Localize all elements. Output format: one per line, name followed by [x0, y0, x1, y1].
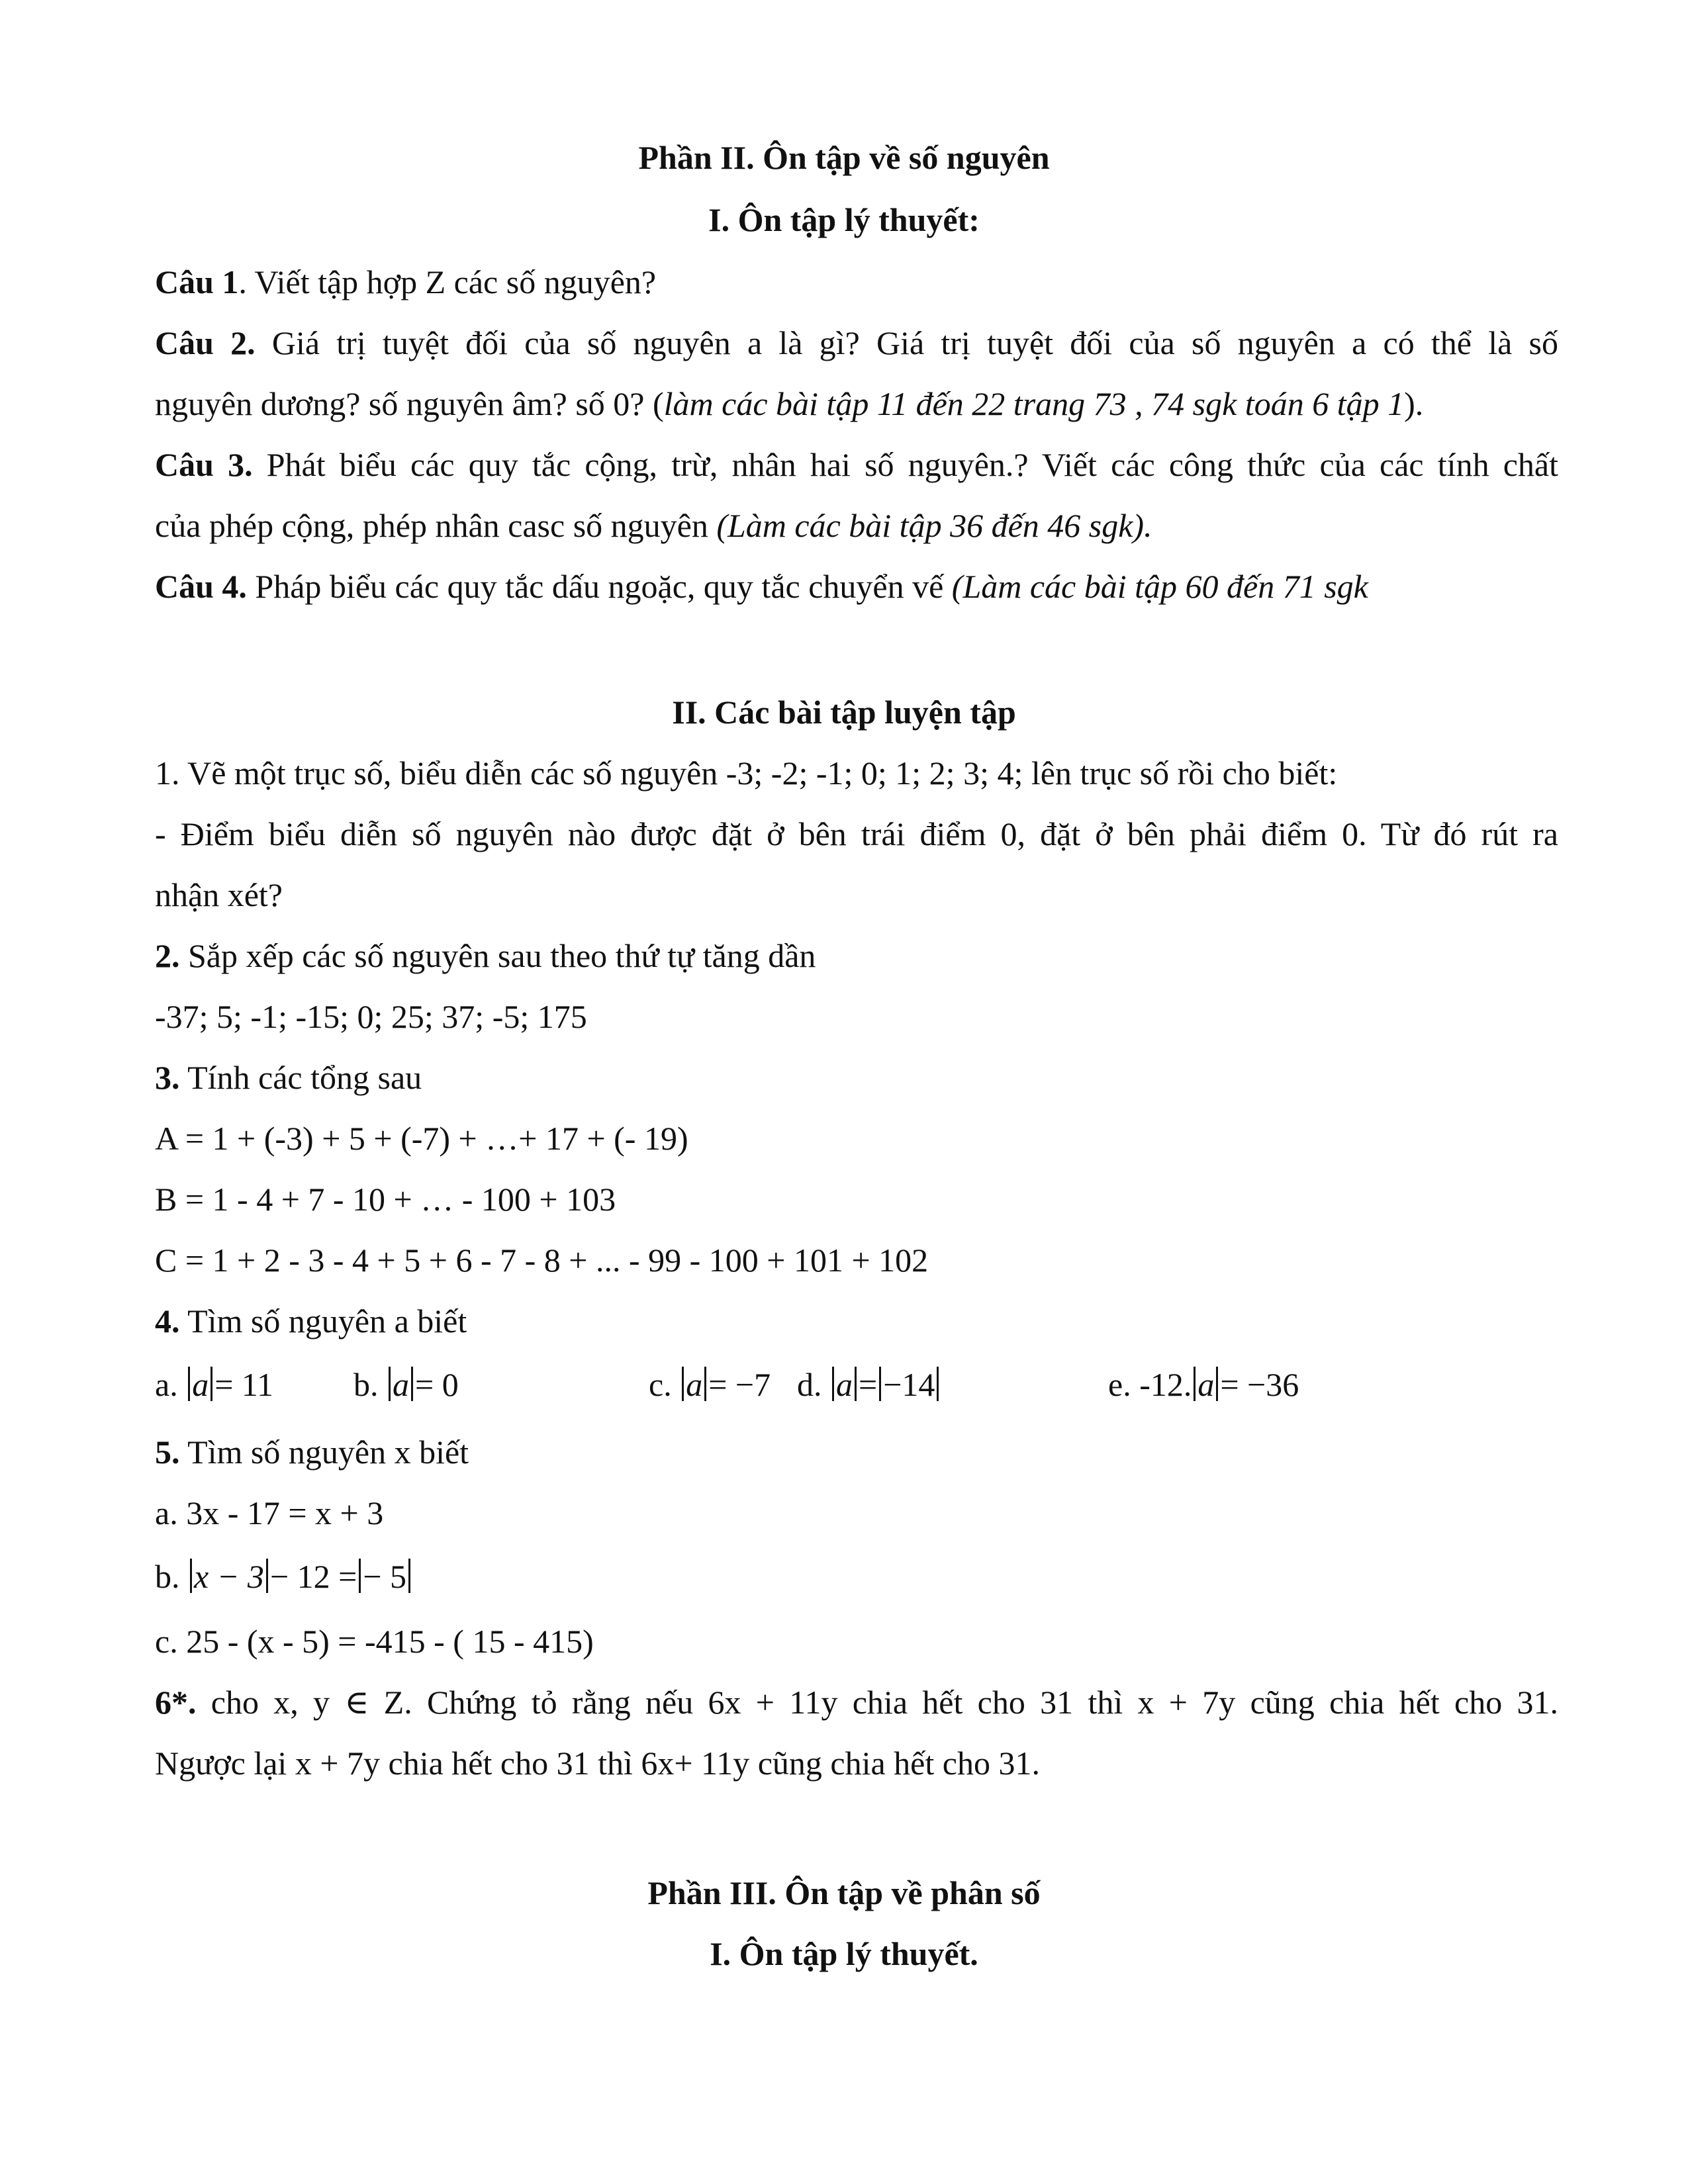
- exercise-6-text: cho x, y ∈ Z. Chứng tỏ rằng nếu 6x + 11y chia hết cho 31 thì x + 7y cũng chia hết cho 31.: [196, 1684, 1558, 1721]
- exercise-6-line-1: [155, 1682, 1558, 1722]
- exercise-1-line-3: nhận xét?: [155, 876, 283, 913]
- question-2-line-1: [155, 323, 1558, 363]
- part-a-expr: = 11: [214, 1366, 274, 1403]
- exercise-4-part-e: [1108, 1365, 1299, 1404]
- part-b-label: b.: [155, 1558, 180, 1595]
- question-3-reference: (Làm các bài tập 36 đến 46 sgk).: [716, 507, 1152, 544]
- question-2-text-cont: nguyên dương? số nguyên âm? số 0? (: [155, 385, 664, 422]
- exercise-3-number: 3.: [155, 1059, 180, 1096]
- question-4: [155, 567, 1558, 606]
- part-b-label: b.: [353, 1366, 379, 1403]
- exercise-2-text: Sắp xếp các số nguyên sau theo thứ tự tăng dần: [179, 937, 816, 974]
- exercise-2: [155, 936, 1558, 976]
- var-a: a: [1197, 1366, 1215, 1403]
- question-3-line-2: [155, 506, 1558, 545]
- exercise-4-part-b: [353, 1365, 459, 1404]
- part-c-label: c.: [649, 1366, 672, 1403]
- var-a: a: [192, 1366, 209, 1403]
- part-b-middle: − 12 =: [269, 1558, 357, 1595]
- exercise-5-part-c: c. 25 - (x - 5) = -415 - ( 15 - 415): [155, 1623, 594, 1660]
- part-c-expr: = −7: [708, 1366, 771, 1403]
- exercise-5-part-b: [155, 1557, 1558, 1596]
- question-1: [155, 262, 1558, 302]
- exercise-4-number: 4.: [155, 1302, 180, 1340]
- part-d-label: d.: [797, 1366, 822, 1403]
- exercise-4-part-c: [649, 1365, 771, 1404]
- part-b-abs-inner-2: − 5: [363, 1558, 407, 1595]
- exercise-5-part-a: a. 3x - 17 = x + 3: [155, 1494, 384, 1531]
- exercise-5: [155, 1432, 1558, 1472]
- exercise-1-line-1: 1. Vẽ một trục số, biểu diễn các số nguyên -3; -2; -1; 0; 1; 2; 3; 4; lên trục số rồi cho biết:: [155, 754, 1338, 792]
- exercise-4-part-d: [797, 1365, 941, 1404]
- question-2-label: Câu 2.: [155, 324, 256, 361]
- var-a: a: [836, 1366, 853, 1403]
- question-4-text: Pháp biểu các quy tắc dấu ngoặc, quy tắc chuyển vế: [246, 568, 952, 605]
- question-4-reference: (Làm các bài tập 60 đến 71 sgk: [951, 568, 1368, 605]
- var-a: a: [686, 1366, 703, 1403]
- part-d-inner: −14: [883, 1366, 935, 1403]
- question-2-text: Giá trị tuyệt đối của số nguyên a là gì? Giá trị tuyệt đối của số nguyên a có thể là số: [255, 324, 1558, 361]
- question-4-label: Câu 4.: [155, 568, 247, 605]
- part3-theory-title: I. Ôn tập lý thuyết.: [710, 1935, 978, 1972]
- part-a-label: a.: [155, 1366, 178, 1403]
- part2-theory-title: I. Ôn tập lý thuyết:: [708, 201, 980, 238]
- part-e-expr: = −36: [1220, 1366, 1299, 1403]
- exercises-title: II. Các bài tập luyện tập: [672, 694, 1016, 731]
- question-3-line-1: [155, 445, 1558, 484]
- exercise-4-part-a: [155, 1365, 273, 1404]
- exercise-6-line-2: Ngược lại x + 7y chia hết cho 31 thì 6x+ 11y cũng chia hết cho 31.: [155, 1745, 1040, 1782]
- part-b-expr: = 0: [415, 1366, 459, 1403]
- exercise-2-number: 2.: [155, 937, 180, 974]
- exercise-4-text: Tìm số nguyên a biết: [179, 1302, 467, 1340]
- exercise-3: [155, 1058, 1558, 1097]
- exercise-3-sum-c: C = 1 + 2 - 3 - 4 + 5 + 6 - 7 - 8 + ... - 99 - 100 + 101 + 102: [155, 1242, 929, 1279]
- question-3-text: Phát biểu các quy tắc cộng, trừ, nhân hai số nguyên.? Viết các công thức của các tính chất: [252, 446, 1558, 483]
- part-b-abs-inner: x − 3: [194, 1558, 264, 1595]
- question-3-label: Câu 3.: [155, 446, 253, 483]
- exercise-1-line-2: - Điểm biểu diễn số nguyên nào được đặt ở bên trái điểm 0, đặt ở bên phải điểm 0. Từ đó rút ra: [155, 815, 1558, 852]
- question-1-label: Câu 1: [155, 263, 239, 300]
- question-2-reference: làm các bài tập 11 đến 22 trang 73 , 74 sgk toán 6 tập 1: [663, 385, 1405, 422]
- part-e-label: e. -12.: [1108, 1366, 1192, 1403]
- part2-title: Phần II. Ôn tập về số nguyên: [638, 139, 1050, 176]
- question-2-end: ).: [1404, 385, 1424, 422]
- part3-title: Phần III. Ôn tập về phân số: [647, 1874, 1041, 1911]
- exercise-5-text: Tìm số nguyên x biết: [179, 1433, 469, 1471]
- exercise-5-number: 5.: [155, 1433, 180, 1471]
- exercise-2-list: -37; 5; -1; -15; 0; 25; 37; -5; 175: [155, 998, 587, 1035]
- question-2-line-2: [155, 384, 1558, 424]
- part-d-expr: =: [859, 1366, 878, 1403]
- exercise-6-number: 6*.: [155, 1684, 197, 1721]
- question-3-text-cont: của phép cộng, phép nhân casc số nguyên: [155, 507, 717, 544]
- exercise-3-text: Tính các tổng sau: [179, 1059, 422, 1096]
- question-1-text: . Viết tập hợp Z các số nguyên?: [238, 263, 657, 300]
- exercise-3-sum-b: B = 1 - 4 + 7 - 10 + … - 100 + 103: [155, 1181, 616, 1218]
- var-a: a: [393, 1366, 409, 1403]
- exercise-3-sum-a: A = 1 + (-3) + 5 + (-7) + …+ 17 + (- 19): [155, 1120, 688, 1157]
- exercise-4: [155, 1301, 1558, 1341]
